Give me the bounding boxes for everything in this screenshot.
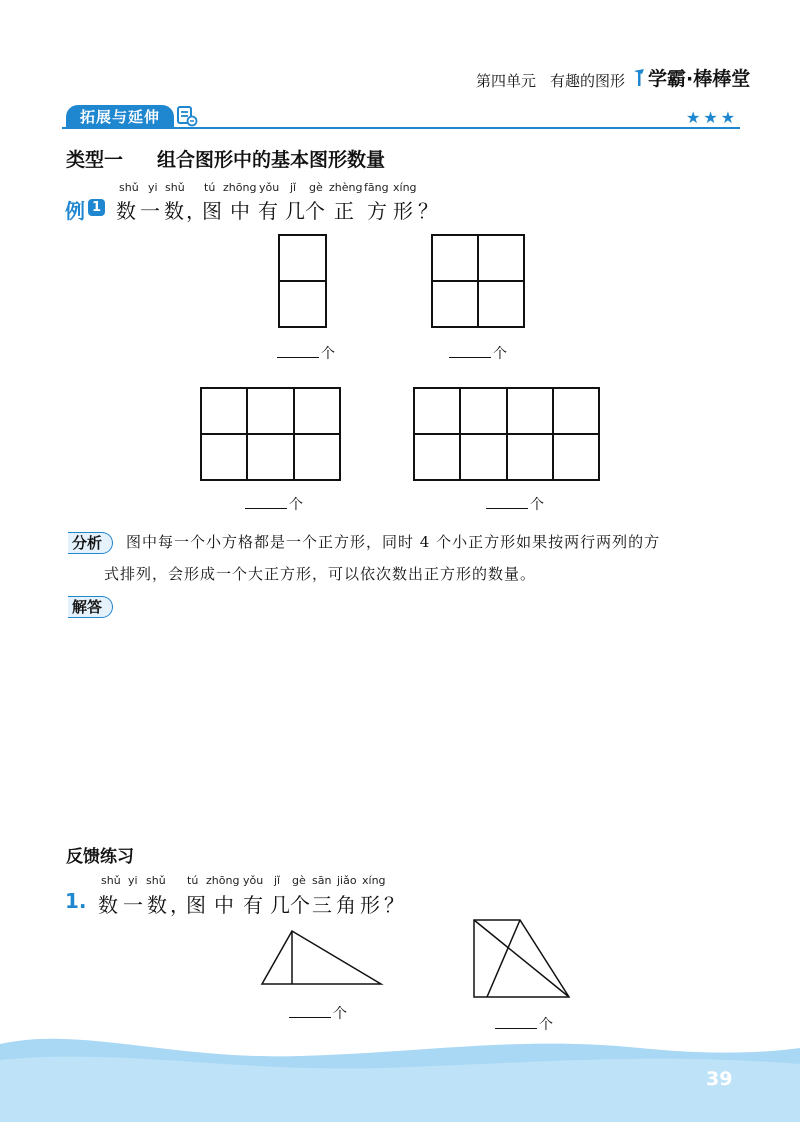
question-char: ， bbox=[170, 893, 190, 917]
question-char: 三 bbox=[312, 893, 332, 917]
question-char: ？ bbox=[418, 199, 438, 223]
pinyin-syllable: xíng bbox=[393, 181, 417, 194]
question-char: 一 bbox=[140, 199, 160, 223]
question-char: 有 bbox=[243, 893, 263, 917]
pinyin-syllable: zhōng bbox=[223, 181, 257, 194]
pinyin-syllable: xíng bbox=[362, 874, 386, 887]
pinyin-syllable: fāng bbox=[364, 181, 389, 194]
feedback-question bbox=[0, 889, 800, 915]
question-char: 形 bbox=[393, 199, 413, 223]
feedback-pinyin bbox=[0, 874, 800, 888]
pinyin-syllable: jǐ bbox=[290, 181, 297, 194]
type-label: 类型一 bbox=[66, 149, 124, 171]
answer-blank[interactable]: 个 bbox=[277, 343, 335, 363]
pinyin-syllable: shǔ bbox=[165, 181, 185, 194]
question-char: ？ bbox=[384, 893, 404, 917]
answer-label: 解答 bbox=[68, 596, 113, 618]
question-char: 角 bbox=[336, 893, 356, 917]
brand-logo bbox=[632, 64, 750, 93]
analysis-line-1: 图中每一个小方格都是一个正方形，同时 4 个小正方形如果按两行两列的方 bbox=[126, 533, 661, 551]
answer-blank[interactable]: 个 bbox=[245, 494, 303, 514]
question-char: 中 bbox=[214, 893, 234, 917]
question-char: 图 bbox=[202, 199, 222, 223]
square-grid-2x4 bbox=[413, 387, 600, 481]
pinyin-syllable: tú bbox=[204, 181, 216, 194]
question-char: 方 bbox=[367, 199, 387, 223]
answer-blank[interactable]: 个 bbox=[486, 494, 544, 514]
pinyin-syllable: zhōng bbox=[206, 874, 240, 887]
pinyin-syllable: jǐ bbox=[274, 874, 281, 887]
question-char: 数 bbox=[98, 893, 118, 917]
question-number: 1. bbox=[65, 889, 87, 913]
pinyin-syllable: jiǎo bbox=[337, 874, 357, 887]
square-grid-2x1 bbox=[278, 234, 327, 328]
triangle-figure-1 bbox=[255, 925, 390, 987]
analysis-label: 分析 bbox=[68, 532, 113, 554]
pinyin-syllable: gè bbox=[309, 181, 323, 194]
notebook-icon bbox=[176, 105, 198, 131]
pinyin-syllable: yi bbox=[128, 874, 138, 887]
answer-blank[interactable]: 个 bbox=[495, 1014, 553, 1034]
example-pinyin bbox=[0, 181, 800, 195]
page-number: 39 bbox=[706, 1068, 733, 1090]
pinyin-syllable: sān bbox=[312, 874, 332, 887]
pinyin-syllable: shǔ bbox=[119, 181, 139, 194]
difficulty-stars: ★★★ bbox=[686, 108, 739, 127]
unit-number: 第四单元 bbox=[476, 72, 537, 90]
running-header bbox=[476, 70, 639, 91]
question-char: 形 bbox=[360, 893, 380, 917]
example-label: 例 bbox=[65, 199, 85, 223]
question-char: 有 bbox=[258, 199, 278, 223]
pinyin-syllable: gè bbox=[292, 874, 306, 887]
unit-title: 有趣的图形 bbox=[550, 72, 626, 90]
question-char: 几 bbox=[285, 199, 305, 223]
square-grid-2x3 bbox=[200, 387, 341, 481]
question-char: 中 bbox=[230, 199, 250, 223]
type-title: 组合图形中的基本图形数量 bbox=[157, 149, 386, 171]
answer-blank[interactable]: 个 bbox=[289, 1003, 347, 1023]
question-char: 数 bbox=[116, 199, 136, 223]
pinyin-syllable: yǒu bbox=[259, 181, 280, 194]
analysis-line-2: 式排列，会形成一个大正方形，可以依次数出正方形的数量。 bbox=[104, 565, 537, 583]
question-char: 个 bbox=[290, 893, 310, 917]
footer-wave bbox=[0, 1030, 800, 1122]
brand-text: 学霸·棒棒堂 bbox=[648, 68, 751, 90]
triangle-figure-2 bbox=[465, 915, 575, 1000]
question-char: 正 bbox=[334, 199, 354, 223]
example-question bbox=[0, 195, 800, 221]
type-heading bbox=[66, 145, 419, 172]
question-char: ， bbox=[186, 199, 206, 223]
question-char: 数 bbox=[164, 199, 184, 223]
feedback-title: 反馈练习 bbox=[66, 847, 134, 867]
pinyin-syllable: yǒu bbox=[243, 874, 264, 887]
pinyin-syllable: shǔ bbox=[101, 874, 121, 887]
example-number: 1 bbox=[88, 199, 105, 216]
square-grid-2x2 bbox=[431, 234, 525, 328]
pinyin-syllable: shǔ bbox=[146, 874, 166, 887]
graduation-cap-icon bbox=[632, 68, 646, 93]
question-char: 几 bbox=[270, 893, 290, 917]
question-char: 一 bbox=[123, 893, 143, 917]
pinyin-syllable: zhèng bbox=[329, 181, 363, 194]
pinyin-syllable: tú bbox=[187, 874, 199, 887]
pinyin-syllable: yi bbox=[148, 181, 158, 194]
question-char: 数 bbox=[147, 893, 167, 917]
question-char: 图 bbox=[186, 893, 206, 917]
section-tag: 拓展与延伸 bbox=[66, 105, 174, 129]
question-char: 个 bbox=[305, 199, 325, 223]
answer-blank[interactable]: 个 bbox=[449, 343, 507, 363]
